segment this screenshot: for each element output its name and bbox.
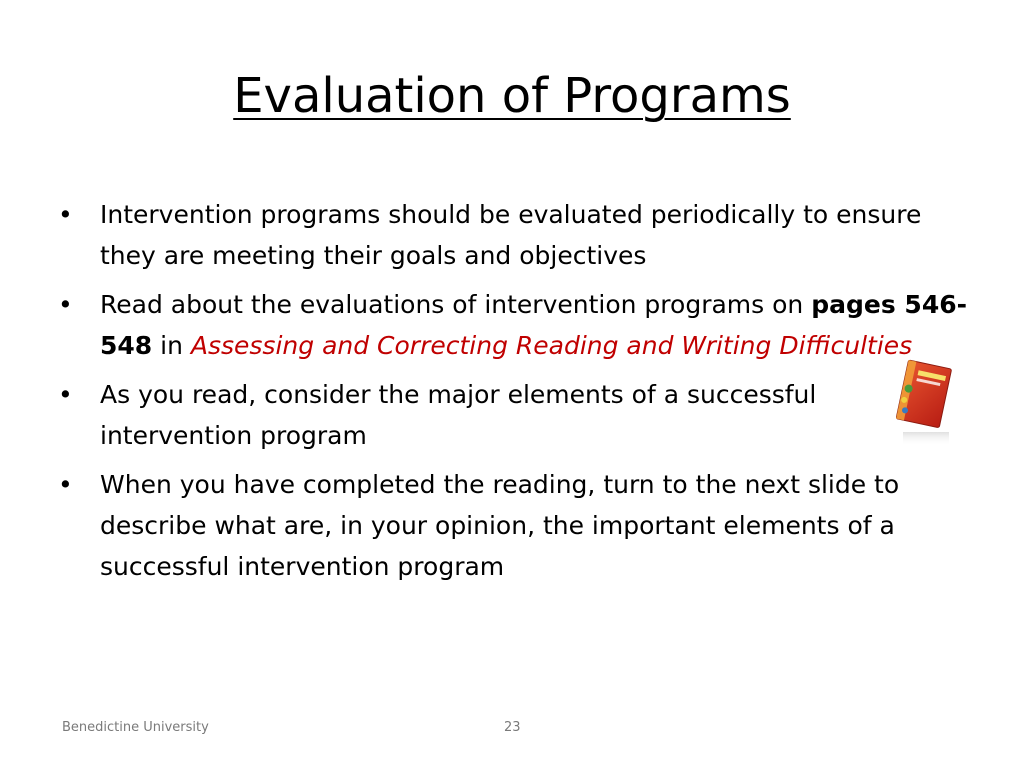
book-cover-icon bbox=[893, 358, 955, 450]
book-title: Assessing and Correcting Reading and Writing Difficulties bbox=[190, 331, 913, 360]
bullet-dot: • bbox=[58, 200, 73, 229]
bullet-text: Intervention programs should be evaluated periodically to ensure they are meeting their goals and objectives bbox=[100, 200, 922, 270]
bullet-item bbox=[58, 374, 968, 456]
bullet-item bbox=[58, 284, 968, 366]
bullet-text: When you have completed the reading, turn to the next slide to describe what are, in your opinion, the important elements of a successful intervention program bbox=[100, 470, 900, 581]
bullet-list bbox=[58, 194, 968, 595]
footer-page-number: 23 bbox=[504, 720, 521, 735]
bullet-text: Read about the evaluations of intervention programs on bbox=[100, 290, 812, 319]
footer-organization: Benedictine University bbox=[62, 720, 209, 735]
bullet-item bbox=[58, 464, 968, 587]
bullet-text: As you read, consider the major elements of a successful intervention program bbox=[100, 380, 817, 450]
bullet-dot: • bbox=[58, 290, 73, 319]
slide-title: Evaluation of Programs bbox=[233, 68, 791, 124]
bullet-dot: • bbox=[58, 470, 73, 499]
bullet-item bbox=[58, 194, 968, 276]
bullet-text: in bbox=[152, 331, 191, 360]
bullet-dot: • bbox=[58, 380, 73, 409]
pages-reference: pages 546-548 bbox=[100, 290, 967, 360]
